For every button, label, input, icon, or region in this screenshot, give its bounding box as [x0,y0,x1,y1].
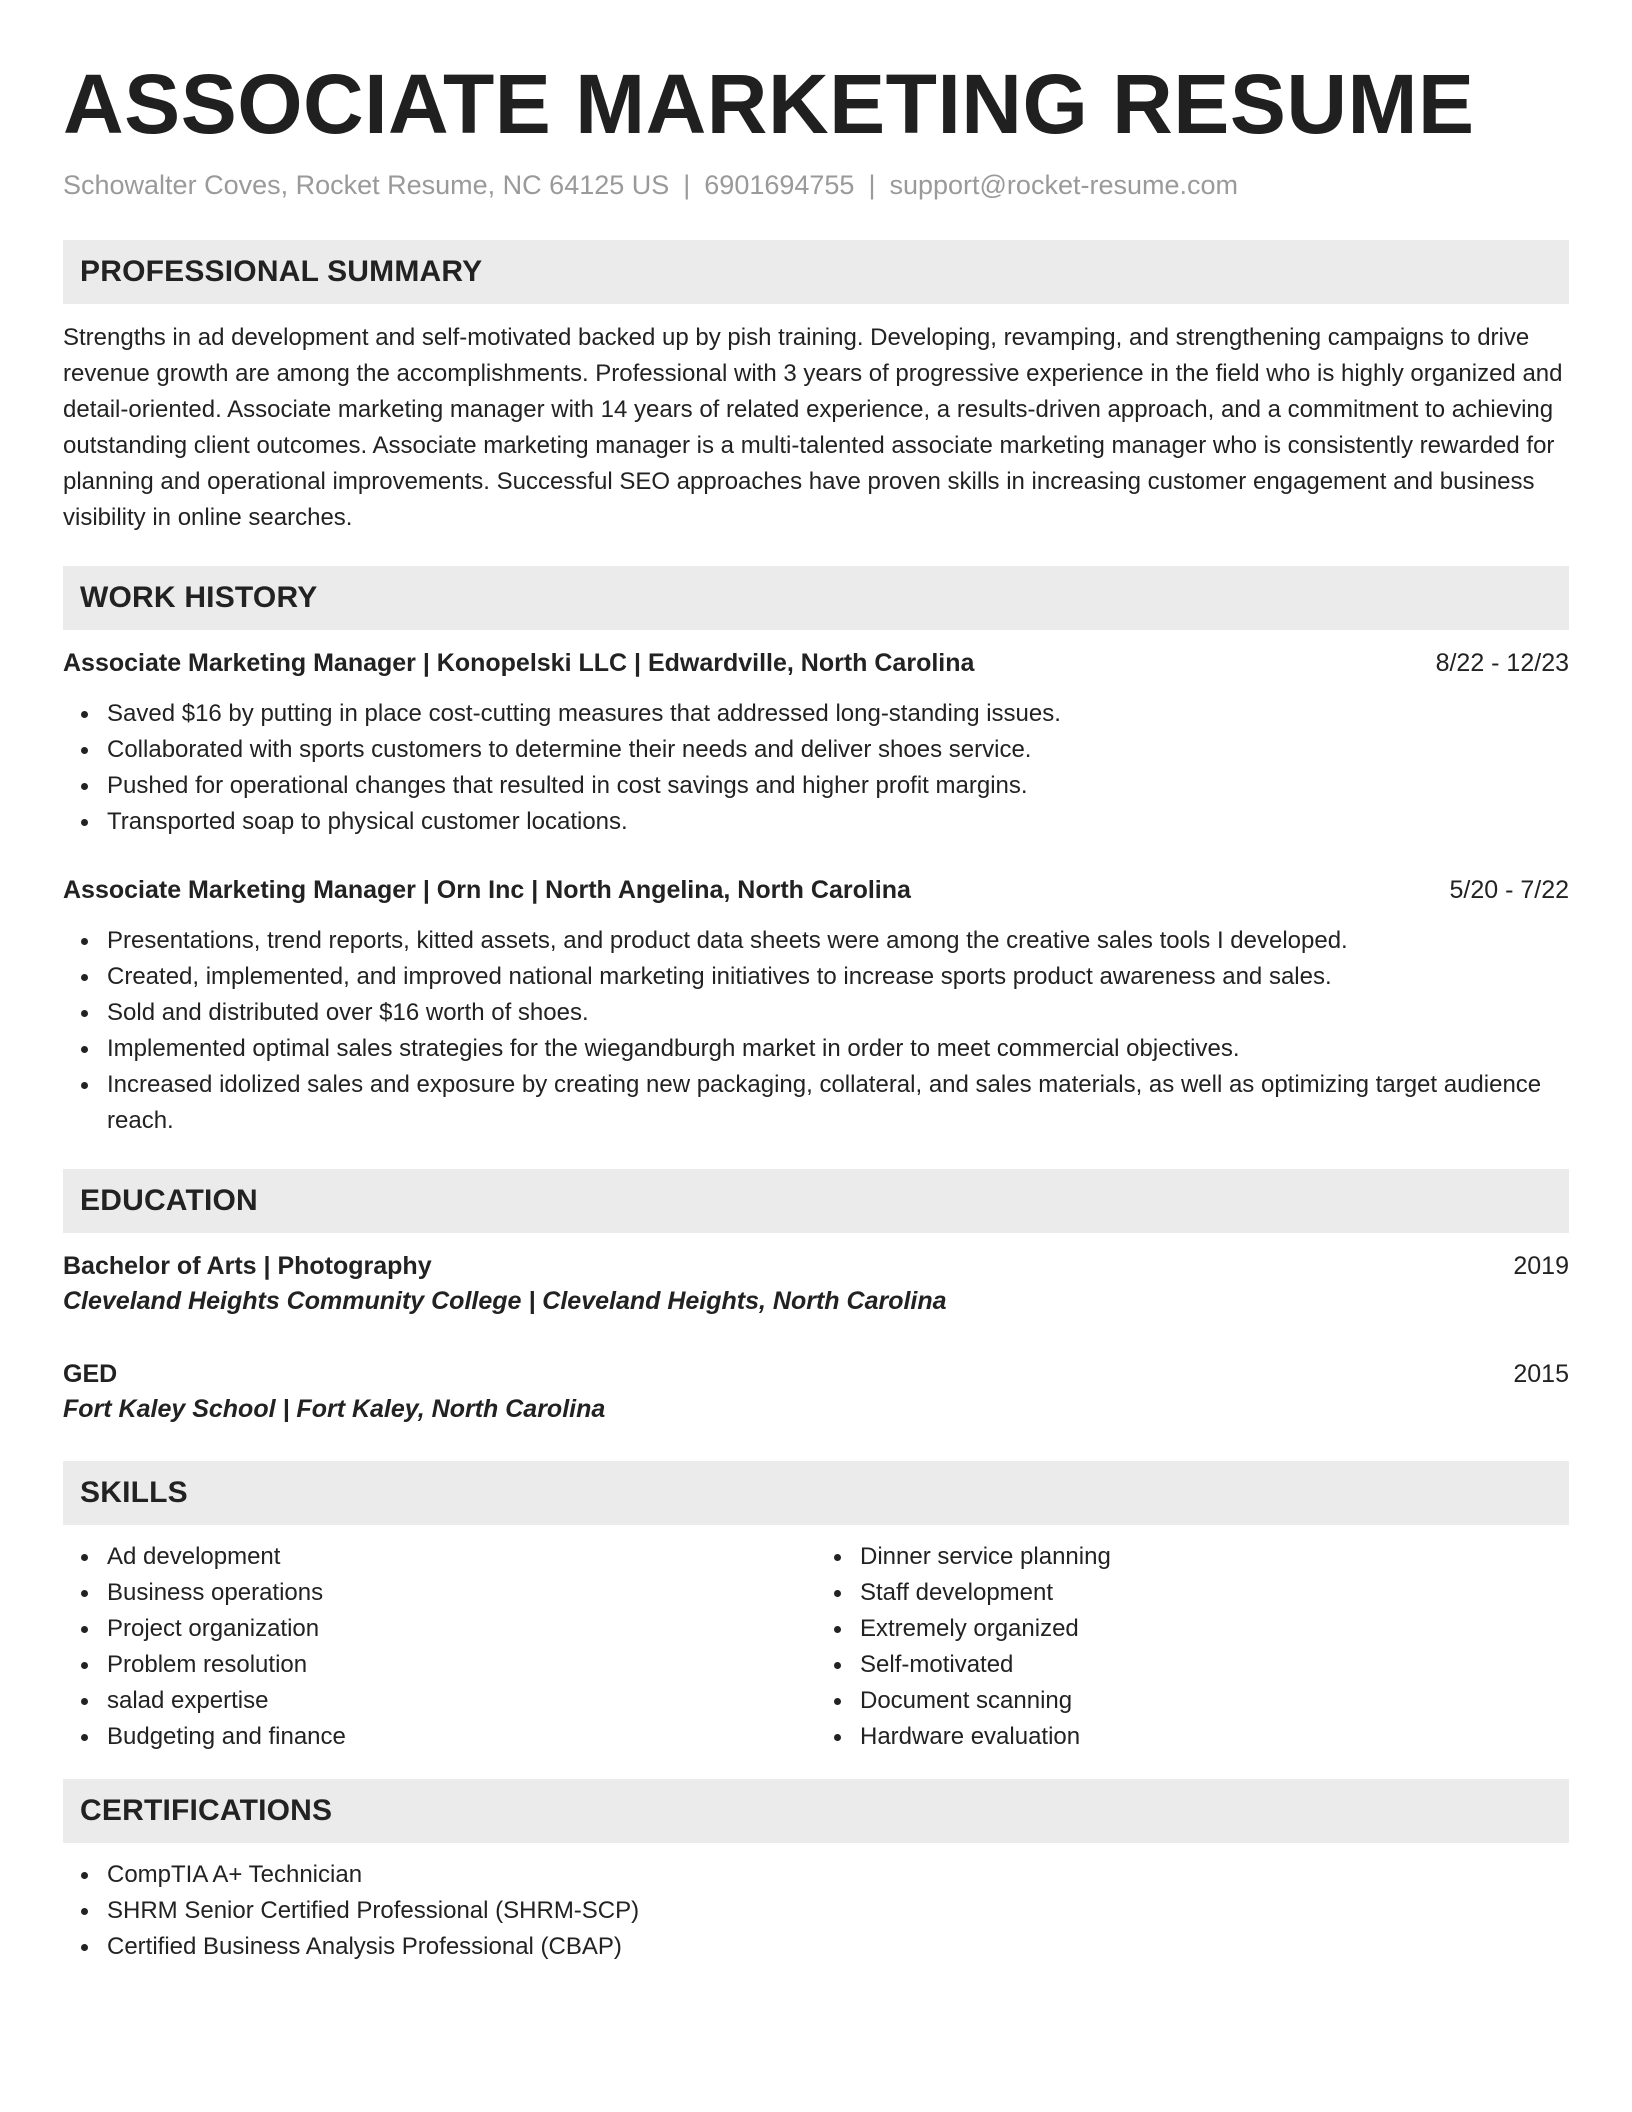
education-entry [63,1357,1569,1427]
skills-column-left [63,1539,816,1755]
job-title: Associate Marketing Manager | Konopelski LLC | Edwardville, North Carolina [63,649,975,677]
job-bullet: Sold and distributed over $16 worth of shoes. [107,995,1569,1031]
education-header [63,1357,1569,1391]
skill-item: Document scanning [860,1683,1569,1719]
education-entry [63,1249,1569,1319]
skill-item: Problem resolution [107,1647,816,1683]
certification-item: CompTIA A+ Technician [107,1857,1569,1893]
skill-item: Dinner service planning [860,1539,1569,1575]
job-bullet: Collaborated with sports customers to determine their needs and deliver shoes service. [107,732,1569,768]
education-school: Cleveland Heights Community College | Cleveland Heights, North Carolina [63,1287,947,1315]
job-bullets [63,696,1569,840]
skill-item: Project organization [107,1611,816,1647]
section-heading-work: WORK HISTORY [63,566,1569,630]
education-year: 2019 [1513,1252,1569,1280]
job-title: Associate Marketing Manager | Orn Inc | North Angelina, North Carolina [63,876,911,904]
skill-item: Staff development [860,1575,1569,1611]
certification-item: SHRM Senior Certified Professional (SHRM-SCP) [107,1893,1569,1929]
section-heading-certifications: CERTIFICATIONS [63,1779,1569,1843]
education-header [63,1249,1569,1283]
job-bullet: Created, implemented, and improved national marketing initiatives to increase sports product awareness and sales. [107,959,1569,995]
contact-separator: | [868,170,876,200]
job-dates: 5/20 - 7/22 [1449,876,1569,904]
skill-item: Hardware evaluation [860,1719,1569,1755]
skills-column-right [816,1539,1569,1755]
job-bullet: Saved $16 by putting in place cost-cutting measures that addressed long-standing issues. [107,696,1569,732]
contact-separator: | [683,170,691,200]
certification-bullets [63,1857,1569,1965]
skill-item: Budgeting and finance [107,1719,816,1755]
section-heading-skills: SKILLS [63,1461,1569,1525]
contact-address: Schowalter Coves, Rocket Resume, NC 64125 US [63,170,670,200]
job-bullet: Increased idolized sales and exposure by creating new packaging, collateral, and sales materials, as well as optimizing target audience reach. [107,1067,1569,1139]
summary-text: Strengths in ad development and self-motivated backed up by pish training. Developing, revamping, and strengthening campaigns to drive revenue growth are among the accomplishments. Professional with 3 years of progressive experience in the field who is highly organized and detail-oriented. Associate marketing manager with 14 years of related experience, a results-driven approach, and a commitment to achieving outstanding client outcomes. Associate marketing manager is a multi-talented associate marketing manager who is consistently rewarded for planning and operational improvements. Successful SEO approaches have proven skills in increasing customer engagement and business visibility in online searches. [63,324,1563,531]
education-degree: Bachelor of Arts | Photography [63,1252,432,1280]
job-bullet: Transported soap to physical customer locations. [107,804,1569,840]
skills-bullets [63,1539,816,1755]
job-entry [63,646,1569,840]
section-heading-education: EDUCATION [63,1169,1569,1233]
job-bullet: Implemented optimal sales strategies for the wiegandburgh market in order to meet commercial objectives. [107,1031,1569,1067]
skill-item: Ad development [107,1539,816,1575]
contact-line [63,168,1569,202]
skill-item: salad expertise [107,1683,816,1719]
contact-email: support@rocket-resume.com [889,170,1238,200]
skill-item: Extremely organized [860,1611,1569,1647]
skills-bullets [816,1539,1569,1755]
resume-title: ASSOCIATE MARKETING RESUME [63,57,1475,151]
job-entry [63,873,1569,1139]
education-year: 2015 [1513,1360,1569,1388]
skill-item: Business operations [107,1575,816,1611]
skill-item: Self-motivated [860,1647,1569,1683]
contact-phone: 6901694755 [704,170,855,200]
certification-item: Certified Business Analysis Professional (CBAP) [107,1929,1569,1965]
job-bullet: Presentations, trend reports, kitted assets, and product data sheets were among the creative sales tools I developed. [107,923,1569,959]
job-header [63,873,1569,907]
section-heading-summary: PROFESSIONAL SUMMARY [63,240,1569,304]
skills-list [63,1539,1569,1755]
education-school: Fort Kaley School | Fort Kaley, North Carolina [63,1395,606,1423]
education-degree: GED [63,1360,118,1388]
job-dates: 8/22 - 12/23 [1435,649,1569,677]
job-bullet: Pushed for operational changes that resulted in cost savings and higher profit margins. [107,768,1569,804]
job-header [63,646,1569,680]
job-bullets [63,923,1569,1139]
